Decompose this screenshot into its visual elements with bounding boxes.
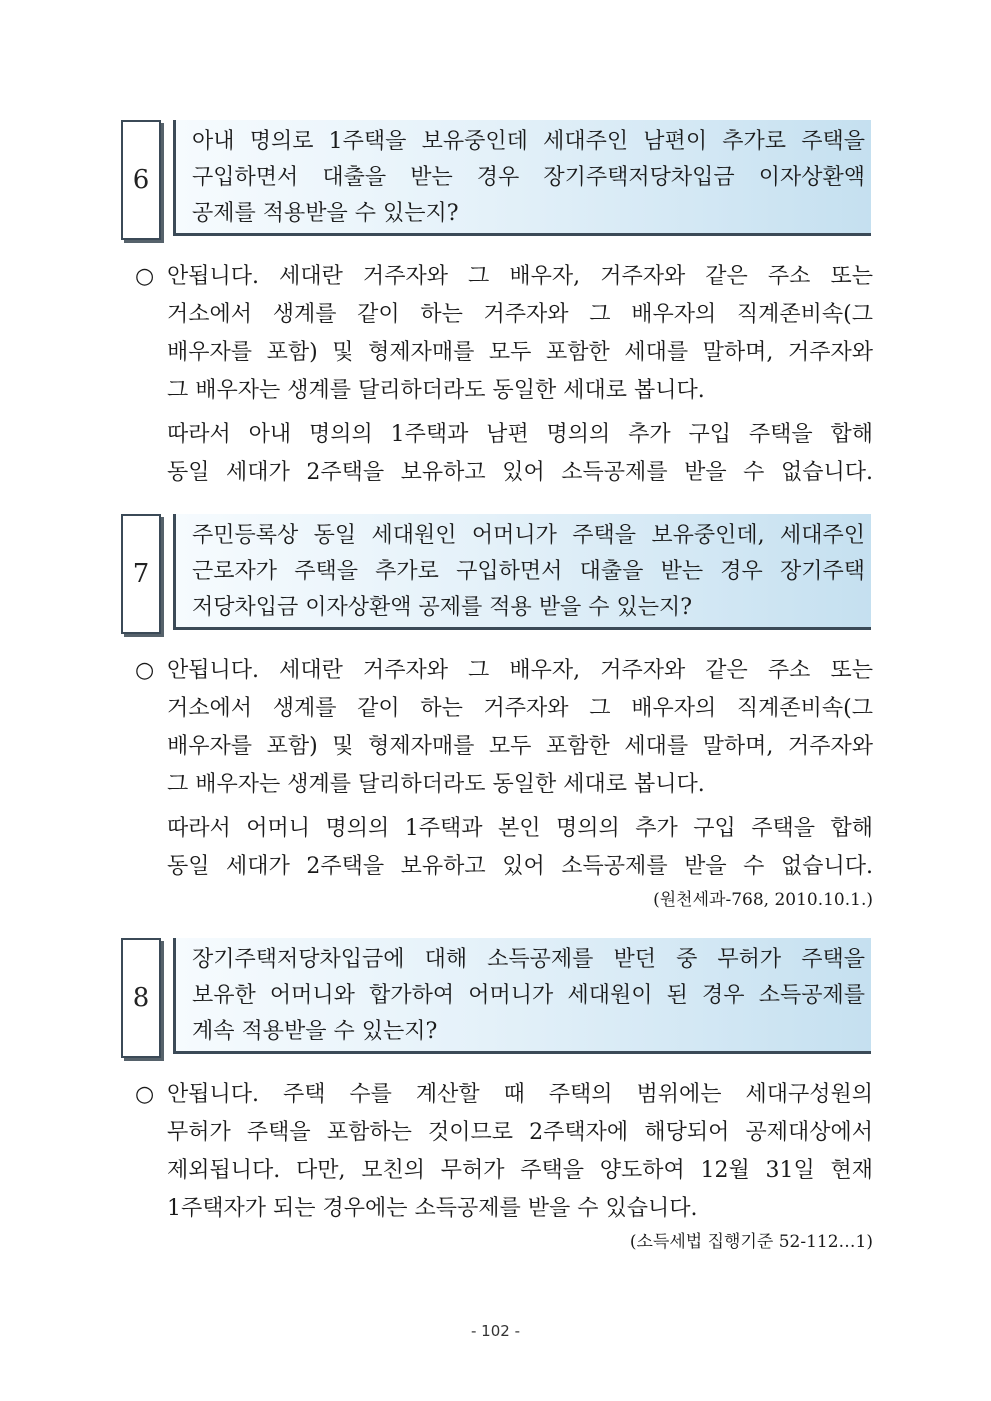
answer-line: 동일 세대가 2주택을 보유하고 있어 소득공제를 받을 수 없습니다.: [167, 460, 873, 485]
question-box: [173, 514, 871, 630]
answer-line: 따라서 어머니 명의의 1주택과 본인 명의의 추가 구입 주택을 합해: [167, 816, 873, 841]
answer-line: 그 배우자는 생계를 달리하더라도 동일한 세대로 봅니다.: [167, 772, 705, 797]
answer-line: 배우자를 포함) 및 형제자매를 모두 포함한 세대를 말하며, 거주자와: [167, 734, 873, 759]
answer-line: 안됩니다. 세대란 거주자와 그 배우자, 거주자와 같은 주소 또는: [167, 658, 873, 683]
answer-block: [121, 652, 873, 914]
qa-item-7: [121, 514, 873, 914]
question-line: 주민등록상 동일 세대원인 어머니가 주택을 보유중인데, 세대주인: [192, 523, 865, 548]
question-box: [173, 938, 871, 1054]
question-number: 7: [121, 514, 161, 634]
qa-item-6: [121, 120, 873, 492]
question-line: 계속 적용받을 수 있는지?: [192, 1019, 438, 1044]
question-block: [121, 120, 873, 240]
answer-line: 따라서 아내 명의의 1주택과 남편 명의의 추가 구입 주택을 합해: [167, 422, 873, 447]
answer-line: 1주택자가 되는 경우에는 소득공제를 받을 수 있습니다.: [167, 1196, 698, 1221]
question-number: 8: [121, 938, 161, 1058]
qa-item-8: [121, 938, 873, 1256]
question-line: 근로자가 주택을 추가로 구입하면서 대출을 받는 경우 장기주택: [192, 559, 865, 584]
question-line: 보유한 어머니와 합가하여 어머니가 세대원이 된 경우 소득공제를: [192, 983, 865, 1008]
question-box: [173, 120, 871, 236]
reference-citation: (원천세과-768, 2010.10.1.): [653, 890, 873, 910]
page-number: - 102 -: [471, 1322, 520, 1340]
question-line: 아내 명의로 1주택을 보유중인데 세대주인 남편이 추가로 주택을: [192, 129, 865, 154]
reference-citation: (소득세법 집행기준 52-112…1): [629, 1232, 873, 1252]
answer-line: 안됩니다. 세대란 거주자와 그 배우자, 거주자와 같은 주소 또는: [167, 264, 873, 289]
answer-line: 안됩니다. 주택 수를 계산할 때 주택의 범위에는 세대구성원의: [167, 1082, 873, 1107]
answer-line: 그 배우자는 생계를 달리하더라도 동일한 세대로 봅니다.: [167, 378, 705, 403]
answer-line: 거소에서 생계를 같이 하는 거주자와 그 배우자의 직계존비속(그: [167, 302, 873, 327]
bullet-circle-icon: ○: [135, 658, 155, 683]
question-line: 구입하면서 대출을 받는 경우 장기주택저당차입금 이자상환액: [192, 165, 865, 190]
answer-line: 배우자를 포함) 및 형제자매를 모두 포함한 세대를 말하며, 거주자와: [167, 340, 873, 365]
question-line: 공제를 적용받을 수 있는지?: [192, 201, 459, 226]
question-block: [121, 514, 873, 634]
answer-line: 거소에서 생계를 같이 하는 거주자와 그 배우자의 직계존비속(그: [167, 696, 873, 721]
question-number: 6: [121, 120, 161, 240]
answer-block: [121, 1076, 873, 1256]
answer-line: 무허가 주택을 포함하는 것이므로 2주택자에 해당되어 공제대상에서: [167, 1120, 873, 1145]
question-line: 저당차입금 이자상환액 공제를 적용 받을 수 있는지?: [192, 595, 693, 620]
question-line: 장기주택저당차입금에 대해 소득공제를 받던 중 무허가 주택을: [192, 947, 865, 972]
answer-line: 동일 세대가 2주택을 보유하고 있어 소득공제를 받을 수 없습니다.: [167, 854, 873, 879]
bullet-circle-icon: ○: [135, 264, 155, 289]
answer-line: 제외됩니다. 다만, 모친의 무허가 주택을 양도하여 12월 31일 현재: [167, 1158, 873, 1183]
question-block: [121, 938, 873, 1058]
bullet-circle-icon: ○: [135, 1082, 155, 1107]
answer-block: [121, 258, 873, 492]
